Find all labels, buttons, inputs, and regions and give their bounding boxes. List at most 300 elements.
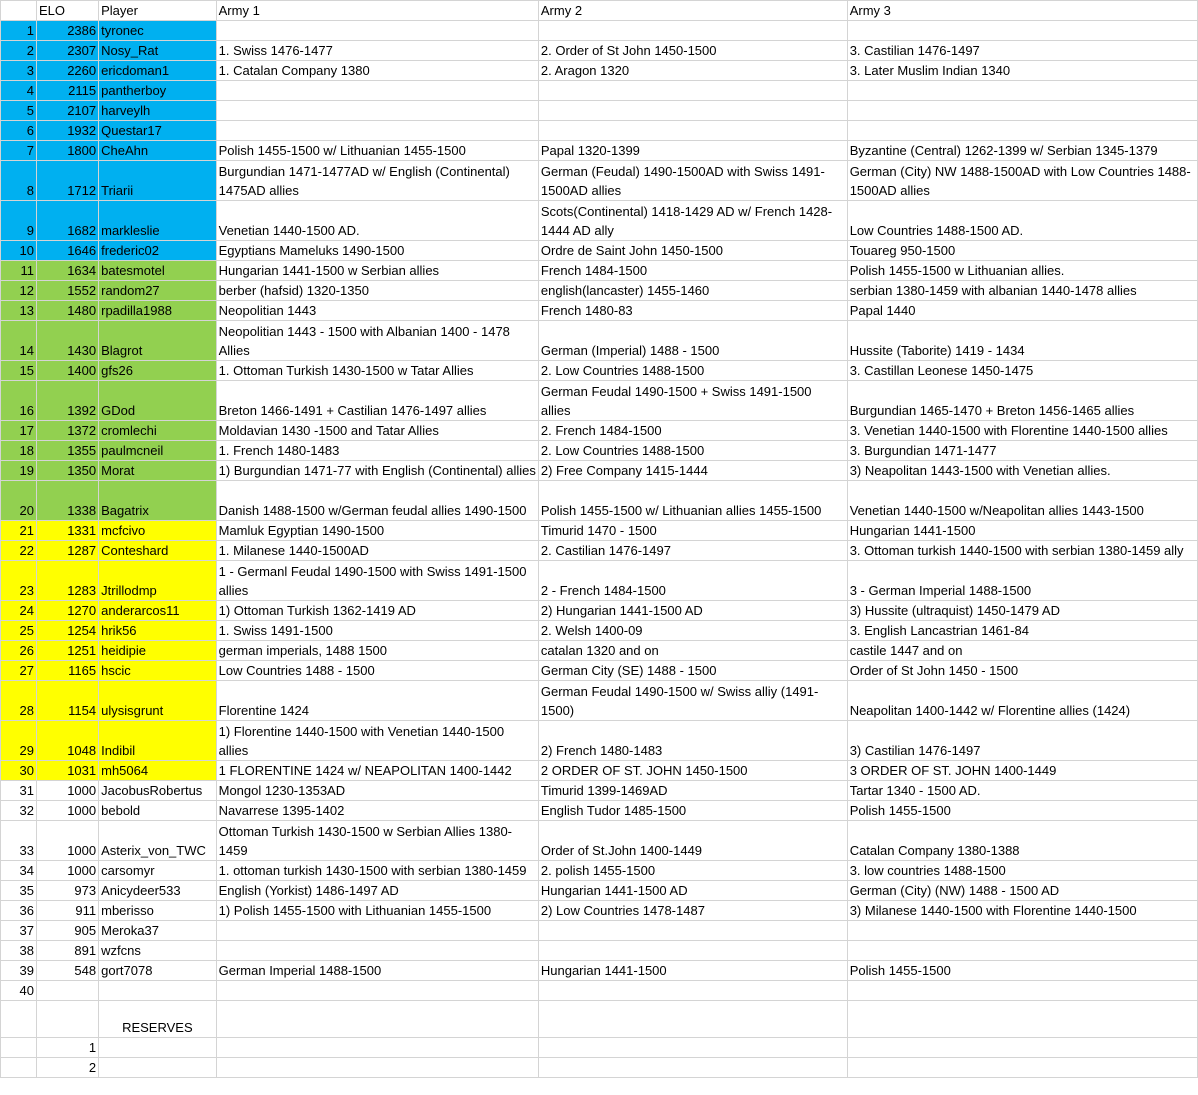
- army3-cell[interactable]: Touareg 950-1500: [847, 241, 1197, 261]
- player-cell[interactable]: mberisso: [99, 901, 217, 921]
- player-cell[interactable]: Nosy_Rat: [99, 41, 217, 61]
- row-number-cell[interactable]: 39: [1, 961, 37, 981]
- table-row: [1, 941, 1198, 961]
- empty-cell[interactable]: [99, 1058, 217, 1078]
- player-cell[interactable]: Anicydeer533: [99, 881, 217, 901]
- army2-cell[interactable]: 2. polish 1455-1500: [538, 861, 847, 881]
- army3-cell[interactable]: 3. Later Muslim Indian 1340: [847, 61, 1197, 81]
- column-header-elo[interactable]: ELO: [36, 1, 98, 21]
- army2-cell[interactable]: [538, 101, 847, 121]
- army1-cell[interactable]: Ottoman Turkish 1430-1500 w Serbian Allies 1380-1459: [216, 821, 538, 861]
- elo-cell[interactable]: 1283: [36, 561, 98, 601]
- elo-cell[interactable]: 1350: [36, 461, 98, 481]
- table-row: [1, 261, 1198, 281]
- player-cell[interactable]: gfs26: [99, 361, 217, 381]
- player-cell[interactable]: ericdoman1: [99, 61, 217, 81]
- table-row: [1, 241, 1198, 261]
- row-number-cell[interactable]: 5: [1, 101, 37, 121]
- player-cell[interactable]: JacobusRobertus: [99, 781, 217, 801]
- row-number-cell[interactable]: 20: [1, 481, 37, 521]
- elo-cell[interactable]: 1331: [36, 521, 98, 541]
- army3-cell[interactable]: 3. Venetian 1440-1500 with Florentine 1440-1500 allies: [847, 421, 1197, 441]
- row-number-cell[interactable]: 23: [1, 561, 37, 601]
- column-header-player[interactable]: Player: [99, 1, 217, 21]
- army1-cell[interactable]: [216, 921, 538, 941]
- army3-cell[interactable]: 3. English Lancastrian 1461-84: [847, 621, 1197, 641]
- army2-cell[interactable]: 2) Hungarian 1441-1500 AD: [538, 601, 847, 621]
- army3-cell[interactable]: 3. Castillan Leonese 1450-1475: [847, 361, 1197, 381]
- army1-cell[interactable]: Polish 1455-1500 w/ Lithuanian 1455-1500: [216, 141, 538, 161]
- table-row: [1, 801, 1198, 821]
- army1-cell[interactable]: 1) Burgundian 1471-77 with English (Continental) allies: [216, 461, 538, 481]
- player-cell[interactable]: Conteshard: [99, 541, 217, 561]
- table-row: [1, 121, 1198, 141]
- army1-cell[interactable]: [216, 981, 538, 1001]
- row-number-cell[interactable]: 3: [1, 61, 37, 81]
- army3-cell[interactable]: German (City) (NW) 1488 - 1500 AD: [847, 881, 1197, 901]
- row-number-cell[interactable]: 19: [1, 461, 37, 481]
- table-row: [1, 821, 1198, 861]
- row-number-cell[interactable]: 4: [1, 81, 37, 101]
- empty-cell[interactable]: [216, 1038, 538, 1058]
- army2-cell[interactable]: [538, 121, 847, 141]
- row-number-cell[interactable]: 9: [1, 201, 37, 241]
- army1-cell[interactable]: Danish 1488-1500 w/German feudal allies 1490-1500: [216, 481, 538, 521]
- army2-cell[interactable]: catalan 1320 and on: [538, 641, 847, 661]
- elo-cell[interactable]: [36, 981, 98, 1001]
- row-number-cell[interactable]: 22: [1, 541, 37, 561]
- table-row: [1, 281, 1198, 301]
- row-number-cell[interactable]: 24: [1, 601, 37, 621]
- army3-cell[interactable]: castile 1447 and on: [847, 641, 1197, 661]
- army2-cell[interactable]: 2. Castilian 1476-1497: [538, 541, 847, 561]
- army2-cell[interactable]: 2. Order of St John 1450-1500: [538, 41, 847, 61]
- army3-cell[interactable]: [847, 101, 1197, 121]
- row-number-cell[interactable]: 15: [1, 361, 37, 381]
- army1-cell[interactable]: Moldavian 1430 -1500 and Tatar Allies: [216, 421, 538, 441]
- army3-cell[interactable]: Papal 1440: [847, 301, 1197, 321]
- table-row: [1, 661, 1198, 681]
- player-cell[interactable]: anderarcos11: [99, 601, 217, 621]
- table-row: [1, 101, 1198, 121]
- row-number-cell[interactable]: 35: [1, 881, 37, 901]
- army1-cell[interactable]: Low Countries 1488 - 1500: [216, 661, 538, 681]
- army1-cell[interactable]: German Imperial 1488-1500: [216, 961, 538, 981]
- empty-cell[interactable]: [1, 1058, 37, 1078]
- army1-cell[interactable]: Burgundian 1471-1477AD w/ English (Continental) 1475AD allies: [216, 161, 538, 201]
- army2-cell[interactable]: German (Imperial) 1488 - 1500: [538, 321, 847, 361]
- army2-cell[interactable]: Polish 1455-1500 w/ Lithuanian allies 1455-1500: [538, 481, 847, 521]
- army3-cell[interactable]: Polish 1455-1500 w Lithuanian allies.: [847, 261, 1197, 281]
- player-cell[interactable]: markleslie: [99, 201, 217, 241]
- player-cell[interactable]: random27: [99, 281, 217, 301]
- army1-cell[interactable]: 1 FLORENTINE 1424 w/ NEAPOLITAN 1400-1442: [216, 761, 538, 781]
- army3-cell[interactable]: [847, 981, 1197, 1001]
- army2-cell[interactable]: 2) Free Company 1415-1444: [538, 461, 847, 481]
- army1-cell[interactable]: 1 - Germanl Feudal 1490-1500 with Swiss 1491-1500 allies: [216, 561, 538, 601]
- player-cell[interactable]: Jtrillodmp: [99, 561, 217, 601]
- table-row: [1, 901, 1198, 921]
- player-cell[interactable]: tyronec: [99, 21, 217, 41]
- army1-cell[interactable]: 1. ottoman turkish 1430-1500 with serbian 1380-1459: [216, 861, 538, 881]
- elo-cell[interactable]: 1712: [36, 161, 98, 201]
- empty-cell[interactable]: [216, 1001, 538, 1038]
- army2-cell[interactable]: [538, 21, 847, 41]
- elo-cell[interactable]: 905: [36, 921, 98, 941]
- elo-cell[interactable]: 1634: [36, 261, 98, 281]
- table-row: [1, 961, 1198, 981]
- table-row: [1, 141, 1198, 161]
- row-number-cell[interactable]: 1: [1, 21, 37, 41]
- row-number-cell[interactable]: 21: [1, 521, 37, 541]
- army2-cell[interactable]: 2) Low Countries 1478-1487: [538, 901, 847, 921]
- row-number-cell[interactable]: 10: [1, 241, 37, 261]
- army3-cell[interactable]: Burgundian 1465-1470 + Breton 1456-1465 allies: [847, 381, 1197, 421]
- army2-cell[interactable]: [538, 981, 847, 1001]
- army2-cell[interactable]: German Feudal 1490-1500 + Swiss 1491-1500 allies: [538, 381, 847, 421]
- row-number-cell[interactable]: 12: [1, 281, 37, 301]
- army2-cell[interactable]: French 1484-1500: [538, 261, 847, 281]
- army3-cell[interactable]: Venetian 1440-1500 w/Neapolitan allies 1443-1500: [847, 481, 1197, 521]
- table-row: [1, 861, 1198, 881]
- column-header-army2[interactable]: Army 2: [538, 1, 847, 21]
- elo-cell[interactable]: 1270: [36, 601, 98, 621]
- player-cell[interactable]: Triarii: [99, 161, 217, 201]
- row-number-cell[interactable]: 34: [1, 861, 37, 881]
- army2-cell[interactable]: German Feudal 1490-1500 w/ Swiss alliy (1491-1500): [538, 681, 847, 721]
- army1-cell[interactable]: Venetian 1440-1500 AD.: [216, 201, 538, 241]
- row-number-cell[interactable]: 18: [1, 441, 37, 461]
- player-cell[interactable]: carsomyr: [99, 861, 217, 881]
- army2-cell[interactable]: 2 ORDER OF ST. JOHN 1450-1500: [538, 761, 847, 781]
- elo-cell[interactable]: 1000: [36, 801, 98, 821]
- army2-cell[interactable]: Timurid 1399-1469AD: [538, 781, 847, 801]
- elo-cell[interactable]: 548: [36, 961, 98, 981]
- elo-cell[interactable]: 1646: [36, 241, 98, 261]
- table-row: [1, 761, 1198, 781]
- column-header-army1[interactable]: Army 1: [216, 1, 538, 21]
- empty-cell[interactable]: [99, 1038, 217, 1058]
- army3-cell[interactable]: 3) Neapolitan 1443-1500 with Venetian allies.: [847, 461, 1197, 481]
- army1-cell[interactable]: 1. Catalan Company 1380: [216, 61, 538, 81]
- player-cell[interactable]: gort7078: [99, 961, 217, 981]
- player-cell[interactable]: GDod: [99, 381, 217, 421]
- table-row: [1, 921, 1198, 941]
- reserve-row: [1, 1038, 1198, 1058]
- player-cell[interactable]: paulmcneil: [99, 441, 217, 461]
- army1-cell[interactable]: Breton 1466-1491 + Castilian 1476-1497 allies: [216, 381, 538, 421]
- row-number-cell[interactable]: 16: [1, 381, 37, 421]
- army3-cell[interactable]: Hussite (Taborite) 1419 - 1434: [847, 321, 1197, 361]
- player-cell[interactable]: hrik56: [99, 621, 217, 641]
- elo-cell[interactable]: 1372: [36, 421, 98, 441]
- row-number-cell[interactable]: 32: [1, 801, 37, 821]
- column-header-army3[interactable]: Army 3: [847, 1, 1197, 21]
- table-row: [1, 421, 1198, 441]
- army2-cell[interactable]: [538, 941, 847, 961]
- army3-cell[interactable]: Catalan Company 1380-1388: [847, 821, 1197, 861]
- player-cell[interactable]: heidipie: [99, 641, 217, 661]
- player-cell[interactable]: mh5064: [99, 761, 217, 781]
- army2-cell[interactable]: 2) French 1480-1483: [538, 721, 847, 761]
- player-cell[interactable]: Meroka37: [99, 921, 217, 941]
- table-row: [1, 981, 1198, 1001]
- elo-cell[interactable]: 1338: [36, 481, 98, 521]
- army3-cell[interactable]: German (City) NW 1488-1500AD with Low Countries 1488-1500AD allies: [847, 161, 1197, 201]
- elo-cell[interactable]: 1392: [36, 381, 98, 421]
- row-number-cell[interactable]: 25: [1, 621, 37, 641]
- table-row: [1, 441, 1198, 461]
- row-number-cell[interactable]: 37: [1, 921, 37, 941]
- army1-cell[interactable]: berber (hafsid) 1320-1350: [216, 281, 538, 301]
- army1-cell[interactable]: german imperials, 1488 1500: [216, 641, 538, 661]
- army1-cell[interactable]: 1) Polish 1455-1500 with Lithuanian 1455-1500: [216, 901, 538, 921]
- table-row: [1, 601, 1198, 621]
- player-cell[interactable]: Blagrot: [99, 321, 217, 361]
- reserve-slot-number[interactable]: 1: [36, 1038, 98, 1058]
- elo-cell[interactable]: 1480: [36, 301, 98, 321]
- army1-cell[interactable]: [216, 941, 538, 961]
- army2-cell[interactable]: [538, 81, 847, 101]
- elo-cell[interactable]: 2386: [36, 21, 98, 41]
- elo-cell[interactable]: 1000: [36, 781, 98, 801]
- table-row: [1, 461, 1198, 481]
- army3-cell[interactable]: [847, 121, 1197, 141]
- army3-cell[interactable]: Polish 1455-1500: [847, 961, 1197, 981]
- army1-cell[interactable]: 1. French 1480-1483: [216, 441, 538, 461]
- army1-cell[interactable]: [216, 21, 538, 41]
- empty-cell[interactable]: [36, 1001, 98, 1038]
- elo-cell[interactable]: 973: [36, 881, 98, 901]
- empty-cell[interactable]: [1, 1001, 37, 1038]
- army1-cell[interactable]: Mongol 1230-1353AD: [216, 781, 538, 801]
- row-number-cell[interactable]: 8: [1, 161, 37, 201]
- player-cell[interactable]: batesmotel: [99, 261, 217, 281]
- row-number-cell[interactable]: 2: [1, 41, 37, 61]
- player-cell[interactable]: Asterix_von_TWC: [99, 821, 217, 861]
- army3-cell[interactable]: Hungarian 1441-1500: [847, 521, 1197, 541]
- row-number-cell[interactable]: 6: [1, 121, 37, 141]
- elo-cell[interactable]: 1552: [36, 281, 98, 301]
- row-number-cell[interactable]: 14: [1, 321, 37, 361]
- player-cell[interactable]: ulysisgrunt: [99, 681, 217, 721]
- army2-cell[interactable]: 2. French 1484-1500: [538, 421, 847, 441]
- row-number-cell[interactable]: 28: [1, 681, 37, 721]
- elo-cell[interactable]: 1251: [36, 641, 98, 661]
- army3-cell[interactable]: 3. Ottoman turkish 1440-1500 with serbian 1380-1459 ally: [847, 541, 1197, 561]
- row-number-cell[interactable]: 7: [1, 141, 37, 161]
- player-cell[interactable]: pantherboy: [99, 81, 217, 101]
- army3-cell[interactable]: [847, 941, 1197, 961]
- row-number-cell[interactable]: 13: [1, 301, 37, 321]
- empty-cell[interactable]: [1, 1038, 37, 1058]
- table-row: [1, 561, 1198, 601]
- player-cell[interactable]: Bagatrix: [99, 481, 217, 521]
- table-row: [1, 161, 1198, 201]
- reserves-label[interactable]: RESERVES: [99, 1001, 217, 1038]
- elo-cell[interactable]: 891: [36, 941, 98, 961]
- player-cell[interactable]: mcfcivo: [99, 521, 217, 541]
- player-cell[interactable]: cromlechi: [99, 421, 217, 441]
- row-number-cell[interactable]: 17: [1, 421, 37, 441]
- corner-cell[interactable]: [1, 1, 37, 21]
- army3-cell[interactable]: Order of St John 1450 - 1500: [847, 661, 1197, 681]
- army2-cell[interactable]: Ordre de Saint John 1450-1500: [538, 241, 847, 261]
- table-row: [1, 881, 1198, 901]
- army2-cell[interactable]: 2. Low Countries 1488-1500: [538, 361, 847, 381]
- army2-cell[interactable]: english(lancaster) 1455-1460: [538, 281, 847, 301]
- row-number-cell[interactable]: 36: [1, 901, 37, 921]
- army1-cell[interactable]: 1) Florentine 1440-1500 with Venetian 1440-1500 allies: [216, 721, 538, 761]
- row-number-cell[interactable]: 33: [1, 821, 37, 861]
- army1-cell[interactable]: [216, 101, 538, 121]
- army2-cell[interactable]: German (Feudal) 1490-1500AD with Swiss 1491-1500AD allies: [538, 161, 847, 201]
- elo-cell[interactable]: 1254: [36, 621, 98, 641]
- table-row: [1, 81, 1198, 101]
- army3-cell[interactable]: 3. low countries 1488-1500: [847, 861, 1197, 881]
- row-number-cell[interactable]: 30: [1, 761, 37, 781]
- table-row: [1, 541, 1198, 561]
- army1-cell[interactable]: Neopolitian 1443: [216, 301, 538, 321]
- army2-cell[interactable]: Hungarian 1441-1500: [538, 961, 847, 981]
- army1-cell[interactable]: Hungarian 1441-1500 w Serbian allies: [216, 261, 538, 281]
- army2-cell[interactable]: [538, 921, 847, 941]
- army1-cell[interactable]: [216, 121, 538, 141]
- army2-cell[interactable]: 2. Welsh 1400-09: [538, 621, 847, 641]
- elo-cell[interactable]: 1287: [36, 541, 98, 561]
- table-row: [1, 321, 1198, 361]
- reserve-slot-number[interactable]: 2: [36, 1058, 98, 1078]
- elo-cell[interactable]: 2260: [36, 61, 98, 81]
- row-number-cell[interactable]: 29: [1, 721, 37, 761]
- elo-cell[interactable]: 1355: [36, 441, 98, 461]
- spacer-row: [1, 1001, 1198, 1038]
- army2-cell[interactable]: Papal 1320-1399: [538, 141, 847, 161]
- empty-cell[interactable]: [216, 1058, 538, 1078]
- army3-cell[interactable]: [847, 21, 1197, 41]
- elo-cell[interactable]: 1800: [36, 141, 98, 161]
- elo-cell[interactable]: 1400: [36, 361, 98, 381]
- player-cell[interactable]: Questar17: [99, 121, 217, 141]
- row-number-cell[interactable]: 40: [1, 981, 37, 1001]
- army1-cell[interactable]: [216, 81, 538, 101]
- table-row: [1, 201, 1198, 241]
- army3-cell[interactable]: [847, 81, 1197, 101]
- army2-cell[interactable]: French 1480-83: [538, 301, 847, 321]
- elo-cell[interactable]: 1932: [36, 121, 98, 141]
- elo-cell[interactable]: 1048: [36, 721, 98, 761]
- row-number-cell[interactable]: 38: [1, 941, 37, 961]
- army3-cell[interactable]: Tartar 1340 - 1500 AD.: [847, 781, 1197, 801]
- row-number-cell[interactable]: 11: [1, 261, 37, 281]
- elo-cell[interactable]: 1031: [36, 761, 98, 781]
- player-cell[interactable]: bebold: [99, 801, 217, 821]
- army3-cell[interactable]: Neapolitan 1400-1442 w/ Florentine allies (1424): [847, 681, 1197, 721]
- army2-cell[interactable]: 2. Low Countries 1488-1500: [538, 441, 847, 461]
- empty-cell[interactable]: [538, 1038, 847, 1058]
- row-number-cell[interactable]: 31: [1, 781, 37, 801]
- army3-cell[interactable]: 3. Castilian 1476-1497: [847, 41, 1197, 61]
- table-row: [1, 621, 1198, 641]
- elo-cell[interactable]: 1165: [36, 661, 98, 681]
- elo-cell[interactable]: 1430: [36, 321, 98, 361]
- player-cell[interactable]: harveylh: [99, 101, 217, 121]
- army1-cell[interactable]: 1. Swiss 1491-1500: [216, 621, 538, 641]
- army1-cell[interactable]: Egyptians Mameluks 1490-1500: [216, 241, 538, 261]
- table-row: [1, 641, 1198, 661]
- army3-cell[interactable]: 3) Castilian 1476-1497: [847, 721, 1197, 761]
- row-number-cell[interactable]: 26: [1, 641, 37, 661]
- elo-cell[interactable]: 2115: [36, 81, 98, 101]
- table-row: [1, 381, 1198, 421]
- army3-cell[interactable]: 3) Milanese 1440-1500 with Florentine 1440-1500: [847, 901, 1197, 921]
- army1-cell[interactable]: Navarrese 1395-1402: [216, 801, 538, 821]
- army1-cell[interactable]: 1) Ottoman Turkish 1362-1419 AD: [216, 601, 538, 621]
- army3-cell[interactable]: Polish 1455-1500: [847, 801, 1197, 821]
- player-cell[interactable]: wzfcns: [99, 941, 217, 961]
- army3-cell[interactable]: 3 - German Imperial 1488-1500: [847, 561, 1197, 601]
- empty-cell[interactable]: [538, 1001, 847, 1038]
- army3-cell[interactable]: Byzantine (Central) 1262-1399 w/ Serbian 1345-1379: [847, 141, 1197, 161]
- table-row: [1, 781, 1198, 801]
- army1-cell[interactable]: English (Yorkist) 1486-1497 AD: [216, 881, 538, 901]
- row-number-cell[interactable]: 27: [1, 661, 37, 681]
- army2-cell[interactable]: Hungarian 1441-1500 AD: [538, 881, 847, 901]
- army1-cell[interactable]: Neopolitian 1443 - 1500 with Albanian 1400 - 1478 Allies: [216, 321, 538, 361]
- army3-cell[interactable]: 3 ORDER OF ST. JOHN 1400-1449: [847, 761, 1197, 781]
- army3-cell[interactable]: 3. Burgundian 1471-1477: [847, 441, 1197, 461]
- player-cell[interactable]: CheAhn: [99, 141, 217, 161]
- army2-cell[interactable]: Order of St.John 1400-1449: [538, 821, 847, 861]
- elo-cell[interactable]: 1000: [36, 861, 98, 881]
- table-row: [1, 361, 1198, 381]
- elo-cell[interactable]: 911: [36, 901, 98, 921]
- army3-cell[interactable]: [847, 921, 1197, 941]
- army2-cell[interactable]: 2 - French 1484-1500: [538, 561, 847, 601]
- elo-cell[interactable]: 1682: [36, 201, 98, 241]
- empty-cell[interactable]: [847, 1001, 1197, 1038]
- army2-cell[interactable]: German City (SE) 1488 - 1500: [538, 661, 847, 681]
- table-row: [1, 681, 1198, 721]
- player-cell[interactable]: frederic02: [99, 241, 217, 261]
- army1-cell[interactable]: 1. Milanese 1440-1500AD: [216, 541, 538, 561]
- elo-cell[interactable]: 1154: [36, 681, 98, 721]
- army2-cell[interactable]: 2. Aragon 1320: [538, 61, 847, 81]
- table-row: [1, 521, 1198, 541]
- empty-cell[interactable]: [847, 1038, 1197, 1058]
- empty-cell[interactable]: [847, 1058, 1197, 1078]
- player-cell[interactable]: hscic: [99, 661, 217, 681]
- empty-cell[interactable]: [538, 1058, 847, 1078]
- army2-cell[interactable]: Timurid 1470 - 1500: [538, 521, 847, 541]
- army2-cell[interactable]: English Tudor 1485-1500: [538, 801, 847, 821]
- player-cell[interactable]: [99, 981, 217, 1001]
- army1-cell[interactable]: 1. Swiss 1476-1477: [216, 41, 538, 61]
- army3-cell[interactable]: serbian 1380-1459 with albanian 1440-1478 allies: [847, 281, 1197, 301]
- elo-cell[interactable]: 1000: [36, 821, 98, 861]
- player-cell[interactable]: rpadilla1988: [99, 301, 217, 321]
- army2-cell[interactable]: Scots(Continental) 1418-1429 AD w/ French 1428-1444 AD ally: [538, 201, 847, 241]
- player-cell[interactable]: Indibil: [99, 721, 217, 761]
- army1-cell[interactable]: 1. Ottoman Turkish 1430-1500 w Tatar Allies: [216, 361, 538, 381]
- army1-cell[interactable]: Mamluk Egyptian 1490-1500: [216, 521, 538, 541]
- player-cell[interactable]: Morat: [99, 461, 217, 481]
- elo-cell[interactable]: 2107: [36, 101, 98, 121]
- army3-cell[interactable]: Low Countries 1488-1500 AD.: [847, 201, 1197, 241]
- elo-cell[interactable]: 2307: [36, 41, 98, 61]
- army1-cell[interactable]: Florentine 1424: [216, 681, 538, 721]
- army3-cell[interactable]: 3) Hussite (ultraquist) 1450-1479 AD: [847, 601, 1197, 621]
